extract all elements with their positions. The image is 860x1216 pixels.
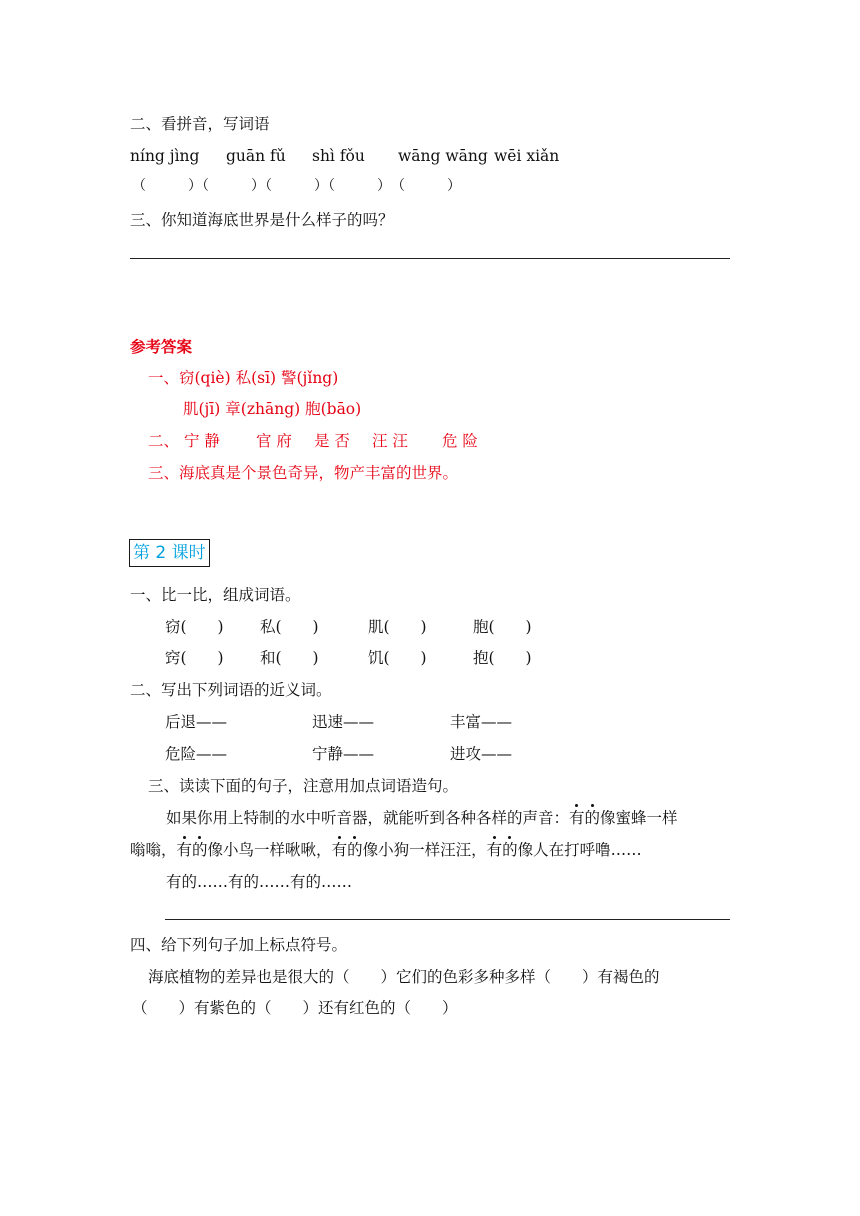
dotted-word bbox=[177, 840, 208, 860]
emphasis-char: 的 bbox=[584, 809, 601, 827]
punctuation-line-2: （ ）有紫色的（ ）还有红色的（ ） bbox=[132, 999, 458, 1017]
pinyin-item: guān fǔ bbox=[226, 147, 286, 165]
l2-question-2-title: 二、写出下列词语的近义词。 bbox=[130, 681, 332, 699]
lesson-title: 第 2 课时 bbox=[129, 539, 210, 567]
question-3-title: 三、你知道海底世界是什么样子的吗？ bbox=[130, 211, 394, 229]
answer-word: 官 府 bbox=[256, 432, 292, 450]
compare-row-2 bbox=[165, 648, 532, 668]
compare-item: 抱( ) bbox=[473, 649, 532, 667]
synonym-item: 危险—— bbox=[165, 745, 228, 763]
answer-word: 宁 静 bbox=[184, 432, 220, 450]
emphasis-char: 有 bbox=[176, 841, 193, 859]
compare-item: 肌( ) bbox=[368, 618, 427, 636]
answer-line-4: 三、海底真是个景色奇异，物产丰富的世界。 bbox=[148, 464, 459, 482]
answer-word: 汪 汪 bbox=[372, 432, 408, 450]
answer-line bbox=[165, 919, 730, 920]
emphasis-char: 的 bbox=[192, 841, 208, 859]
question-2-title: 二、看拼音，写词语 bbox=[130, 115, 270, 133]
l2-question-1-title: 一、比一比，组成词语。 bbox=[130, 586, 301, 604]
passage-line-2 bbox=[130, 840, 642, 860]
synonym-item: 后退—— bbox=[165, 713, 228, 731]
emphasis-char: 有 bbox=[486, 841, 503, 859]
compare-row-1 bbox=[165, 617, 532, 637]
emphasis-char: 有 bbox=[569, 809, 585, 827]
passage-text: 像蜜蜂一样 bbox=[600, 809, 678, 827]
answer-prefix: 二、 bbox=[148, 432, 180, 450]
answer-key-heading: 参考答案 bbox=[130, 337, 193, 356]
sentence-prompt: 有的……有的……有的…… bbox=[166, 873, 353, 891]
passage-line-1 bbox=[166, 808, 678, 828]
synonym-item: 进攻—— bbox=[450, 745, 513, 763]
passage-text: 像小狗一样汪汪， bbox=[362, 841, 487, 859]
punctuation-line-1: 海底植物的差异也是很大的（ ）它们的色彩多种多样（ ）有褐色的 bbox=[148, 968, 660, 986]
answer-line-3 bbox=[148, 431, 478, 451]
pinyin-item: wēi xiǎn bbox=[494, 147, 560, 165]
answer-line bbox=[130, 258, 730, 259]
compare-item: 和( ) bbox=[260, 649, 319, 667]
dotted-word bbox=[487, 840, 518, 860]
compare-item: 窃( ) bbox=[165, 618, 224, 636]
passage-text: 嗡嗡， bbox=[130, 841, 177, 859]
passage-text: 像小鸟一样啾啾， bbox=[207, 841, 332, 859]
synonym-item: 迅速—— bbox=[312, 713, 375, 731]
emphasis-char: 的 bbox=[502, 841, 518, 859]
pinyin-item: wāng wāng bbox=[398, 147, 488, 165]
synonym-row-1 bbox=[165, 712, 512, 732]
pinyin-item: shì fǒu bbox=[312, 147, 365, 165]
answer-line-1: 一、窃(qiè) 私(sī) 警(jǐng) bbox=[148, 369, 339, 387]
compare-item: 饥( ) bbox=[368, 649, 427, 667]
emphasis-char: 的 bbox=[347, 841, 363, 859]
synonym-item: 宁静—— bbox=[312, 745, 375, 763]
emphasis-char: 有 bbox=[331, 841, 348, 859]
answer-word: 危 险 bbox=[442, 432, 478, 450]
passage-text: 像人在打呼噜…… bbox=[517, 841, 642, 859]
compare-item: 私( ) bbox=[260, 618, 319, 636]
dotted-word bbox=[569, 808, 600, 828]
answer-blanks: （ ）（ ）（ ）（ ） （ ） bbox=[132, 178, 461, 194]
answer-line-2: 肌(jī) 章(zhāng) 胞(bāo) bbox=[183, 400, 362, 418]
synonym-item: 丰富—— bbox=[450, 713, 513, 731]
compare-item: 胞( ) bbox=[473, 618, 532, 636]
dotted-word bbox=[332, 840, 363, 860]
l2-question-4-title: 四、给下列句子加上标点符号。 bbox=[130, 936, 348, 954]
pinyin-item: níng jìng bbox=[130, 147, 200, 165]
compare-item: 窍( ) bbox=[165, 649, 224, 667]
passage-text: 如果你用上特制的水中听音器，就能听到各种各样的声音： bbox=[166, 809, 570, 827]
l2-question-3-title: 三、读读下面的句子，注意用加点词语造句。 bbox=[148, 777, 459, 795]
pinyin-row bbox=[130, 146, 584, 166]
synonym-row-2 bbox=[165, 744, 512, 764]
answer-word: 是 否 bbox=[314, 432, 350, 450]
